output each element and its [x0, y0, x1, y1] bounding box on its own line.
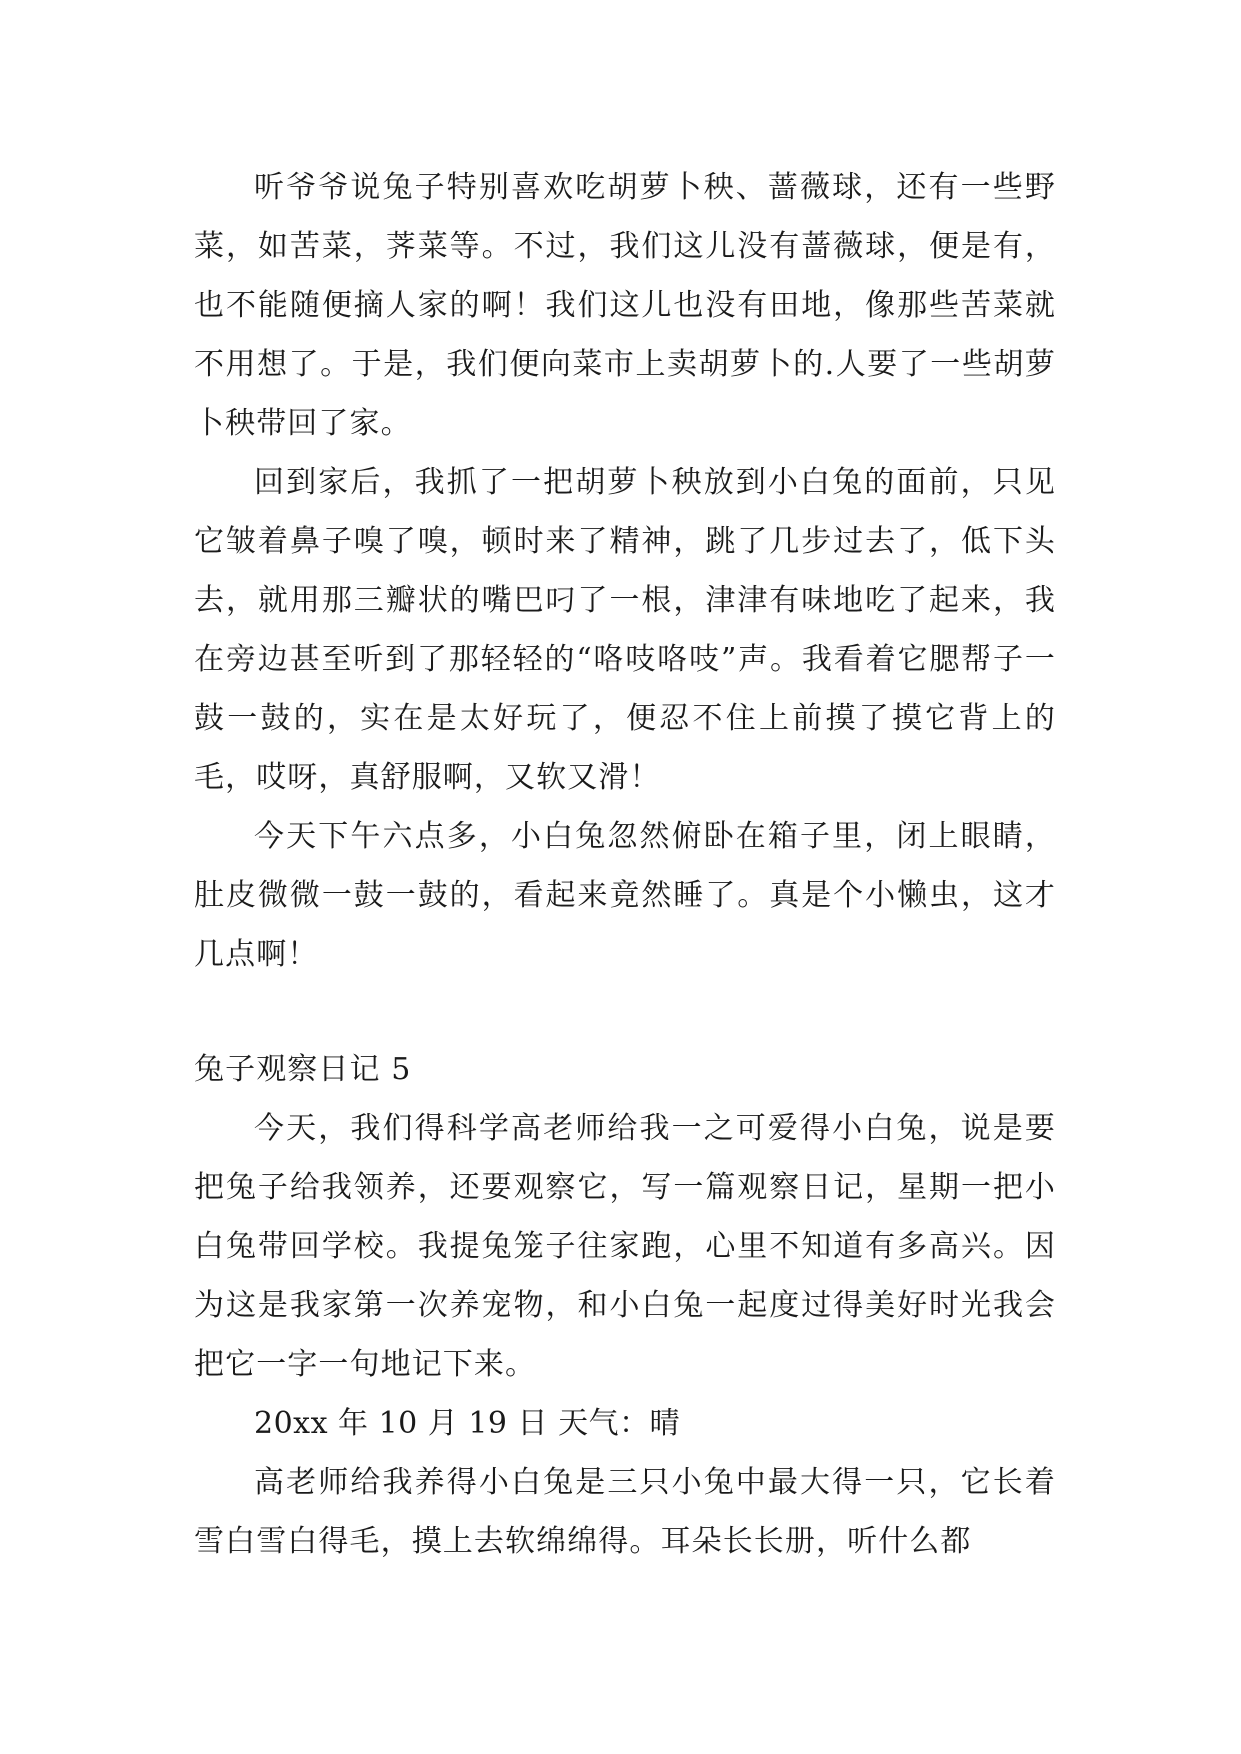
- paragraph-feeding-rabbit: 回到家后，我抓了一把胡萝卜秧放到小白兔的面前，只见它皱着鼻子嗅了嗅，顿时来了精神，跳了几步过去了，低下头去，就用那三瓣状的嘴巴叼了一根，津津有味地吃了起来，我在旁边甚至听到了那轻轻的“咯吱咯吱”声。我看着它腮帮子一鼓一鼓的，实在是太好玩了，便忍不住上前摸了摸它背上的毛，哎呀，真舒服啊，又软又滑！: [194, 465, 1056, 795]
- section-heading: 兔子观察日记 5: [194, 1052, 412, 1087]
- paragraph-carrot-seedlings: 听爷爷说兔子特别喜欢吃胡萝卜秧、蔷薇球，还有一些野菜，如苦菜，荠菜等。不过，我们这儿没有蔷薇球，便是有，也不能随便摘人家的啊！我们这儿也没有田地，像那些苦菜就不用想了。于是，我们便向菜市上卖胡萝卜的.人要了一些胡萝卜秧带回了家。: [194, 170, 1056, 441]
- paragraph-rabbit-description: 高老师给我养得小白兔是三只小兔中最大得一只，它长着雪白雪白得毛，摸上去软绵绵得。耳朵长长册，听什么都: [194, 1465, 1056, 1559]
- paragraph-intro: 今天，我们得科学高老师给我一之可爱得小白兔，说是要把兔子给我领养，还要观察它，写一篇观察日记，星期一把小白兔带回学校。我提兔笼子往家跑，心里不知道有多高兴。因为这是我家第一次养宠物，和小白兔一起度过得美好时光我会把它一字一句地记下来。: [194, 1111, 1056, 1382]
- diary-date-weather: 20xx 年 10 月 19 日 天气：晴: [254, 1406, 681, 1441]
- document-body: [194, 158, 1056, 1571]
- paragraph-rabbit-sleeping: 今天下午六点多，小白兔忽然俯卧在箱子里，闭上眼睛，肚皮微微一鼓一鼓的，看起来竟然睡了。真是个小懒虫，这才几点啊！: [194, 819, 1056, 972]
